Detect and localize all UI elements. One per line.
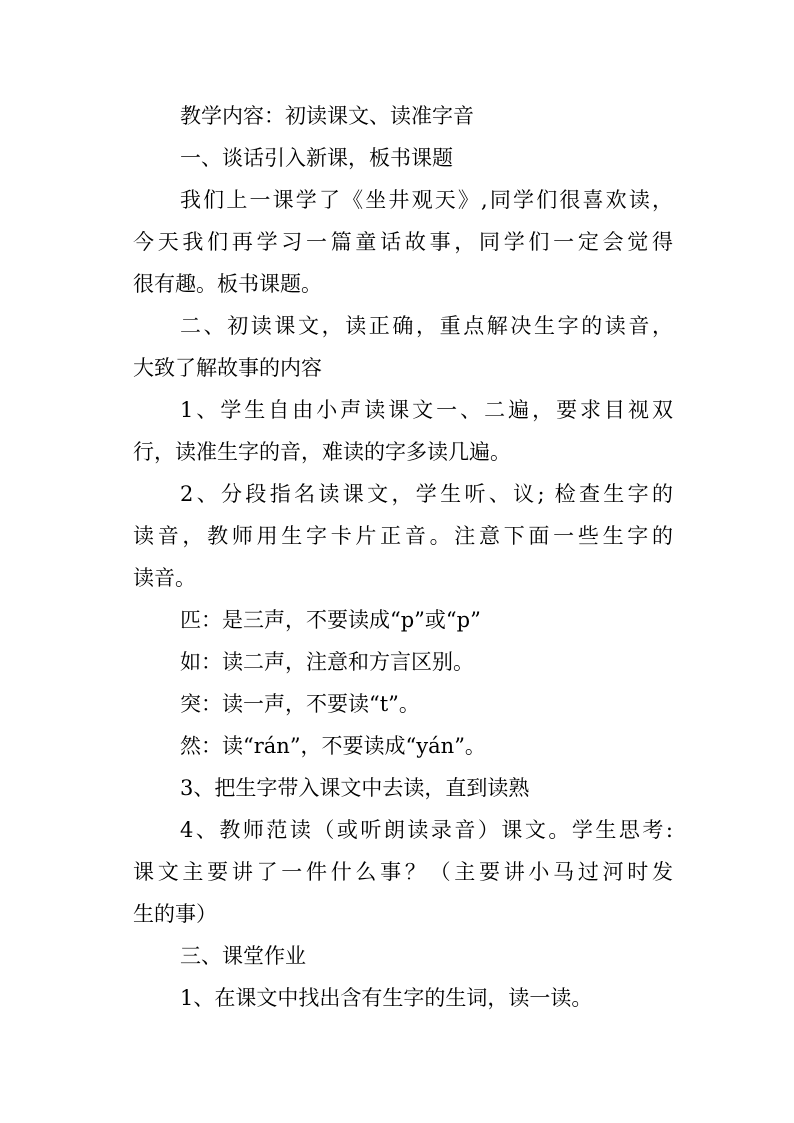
character-note-tu: 突：读一声，不要读“t”。 <box>180 692 420 716</box>
character-note-pi: 匹：是三声，不要读成“p”或“p” <box>180 608 481 632</box>
paragraph-line: 很有趣。板书课题。 <box>133 272 322 296</box>
list-item-1-cont: 行，读准生字的音，难读的字多读几遍。 <box>133 440 511 464</box>
homework-item-1: 1、在课文中找出含有生字的生词，读一读。 <box>180 986 593 1010</box>
section-heading-intro: 一、谈话引入新课，板书课题 <box>180 146 453 170</box>
section-heading-reading-cont: 大致了解故事的内容 <box>133 356 322 380</box>
list-item-4-end: 生的事） <box>133 902 217 926</box>
paragraph-line: 我们上一课学了《坐井观天》,同学们很喜欢读， <box>180 188 673 212</box>
character-note-ran: 然：读“rán”，不要读成“yán”。 <box>180 734 486 758</box>
list-item-4-cont: 课文主要讲了一件什么事？（主要讲小马过河时发 <box>133 860 673 884</box>
document-body <box>133 95 673 1019</box>
list-item-2: 2、分段指名读课文，学生听、议; 检查生字的 <box>180 482 673 506</box>
section-heading-reading: 二、初读课文，读正确，重点解决生字的读音， <box>180 314 673 338</box>
list-item-2-cont: 读音，教师用生字卡片正音。注意下面一些生字的 <box>133 524 673 548</box>
teaching-content-heading: 教学内容：初读课文、读准字音 <box>180 104 474 128</box>
list-item-4: 4、教师范读（或听朗读录音）课文。学生思考: <box>180 818 673 842</box>
section-heading-homework: 三、课堂作业 <box>180 944 306 968</box>
list-item-2-end: 读音。 <box>133 566 196 590</box>
character-note-ru: 如：读二声，注意和方言区别。 <box>180 650 474 674</box>
list-item-3: 3、把生字带入课文中去读，直到读熟 <box>180 776 530 800</box>
list-item-1: 1、学生自由小声读课文一、二遍，要求目视双 <box>180 398 673 422</box>
paragraph-line: 今天我们再学习一篇童话故事，同学们一定会觉得 <box>133 230 673 254</box>
